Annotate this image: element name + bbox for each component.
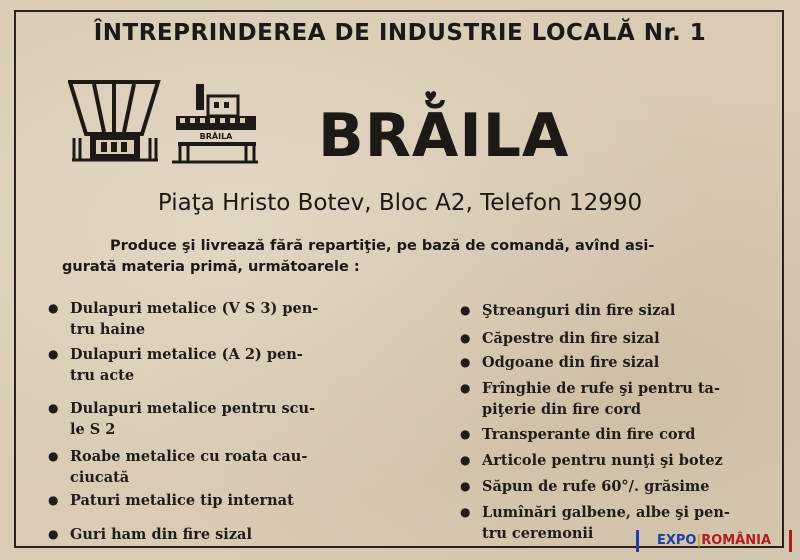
- bullet-icon: ●: [460, 479, 471, 493]
- watermark-part-1: EXPO: [656, 533, 697, 548]
- brand-name: BRĂILA: [318, 101, 570, 171]
- bullet-icon: ●: [48, 493, 59, 507]
- heart-ornament-icon: ♥: [424, 88, 438, 106]
- list-item: ● Roabe metalice cu roata cau- ciucată: [48, 448, 308, 486]
- bullet-icon: ●: [460, 331, 471, 345]
- ad-header: ÎNTREPRINDEREA DE INDUSTRIE LOCALĂ Nr. 1: [93, 20, 707, 46]
- list-item: ● Săpun de rufe 60°/. grăsime: [460, 478, 710, 495]
- bullet-icon: ●: [460, 427, 471, 441]
- list-item: ● Dulapuri metalice pentru scu- le S 2: [48, 400, 316, 438]
- list-item: ● Articole pentru nunţi şi botez: [460, 452, 723, 469]
- list-item: ● Paturi metalice tip internat: [48, 492, 294, 509]
- intro-line-1: Produce şi livrează fără repartiţie, pe bază de comandă, avînd asi-: [110, 238, 655, 254]
- logo-text: BRĂILA: [199, 132, 233, 141]
- bullet-icon: ●: [460, 505, 471, 519]
- bullet-icon: ●: [460, 453, 471, 467]
- bullet-icon: ●: [48, 527, 59, 541]
- bullet-icon: ●: [460, 303, 471, 317]
- factory-building-icon: [172, 84, 258, 162]
- expo-romania-watermark: [636, 530, 792, 552]
- list-item: ● Dulapuri metalice (V S 3) pen- tru haine: [48, 300, 319, 338]
- factory-logo: [68, 78, 260, 166]
- bullet-icon: ●: [48, 401, 59, 415]
- list-item: ● Lumînări galbene, albe şi pen- tru ceremonii: [460, 504, 730, 542]
- bullet-icon: ●: [48, 449, 59, 463]
- list-item: ● Căpestre din fire sizal: [460, 330, 660, 347]
- list-item: ● Ştreanguri din fire sizal: [460, 302, 676, 319]
- bullet-icon: ●: [48, 347, 59, 361]
- list-item: ● Frînghie de rufe şi pentru ta- piţerie din fire cord: [460, 380, 720, 418]
- address-line: Piaţa Hristo Botev, Bloc A2, Telefon 12990: [157, 190, 643, 216]
- intro-text: [62, 236, 762, 278]
- list-item: ● Dulapuri metalice (A 2) pen- tru acte: [48, 346, 303, 384]
- bullet-icon: ●: [460, 355, 471, 369]
- hopper-emblem-icon: [70, 82, 158, 160]
- bullet-icon: ●: [48, 301, 59, 315]
- list-item: ● Odgoane din fire sizal: [460, 354, 660, 371]
- watermark-separator: |: [696, 533, 702, 548]
- list-item: ● Transperante din fire cord: [460, 426, 696, 443]
- watermark-part-2: ROMÂNIA: [701, 533, 772, 548]
- list-item: ● Guri ham din fire sizal: [48, 526, 252, 543]
- bullet-icon: ●: [460, 381, 471, 395]
- intro-line-2: gurată materia primă, următoarele :: [62, 259, 360, 275]
